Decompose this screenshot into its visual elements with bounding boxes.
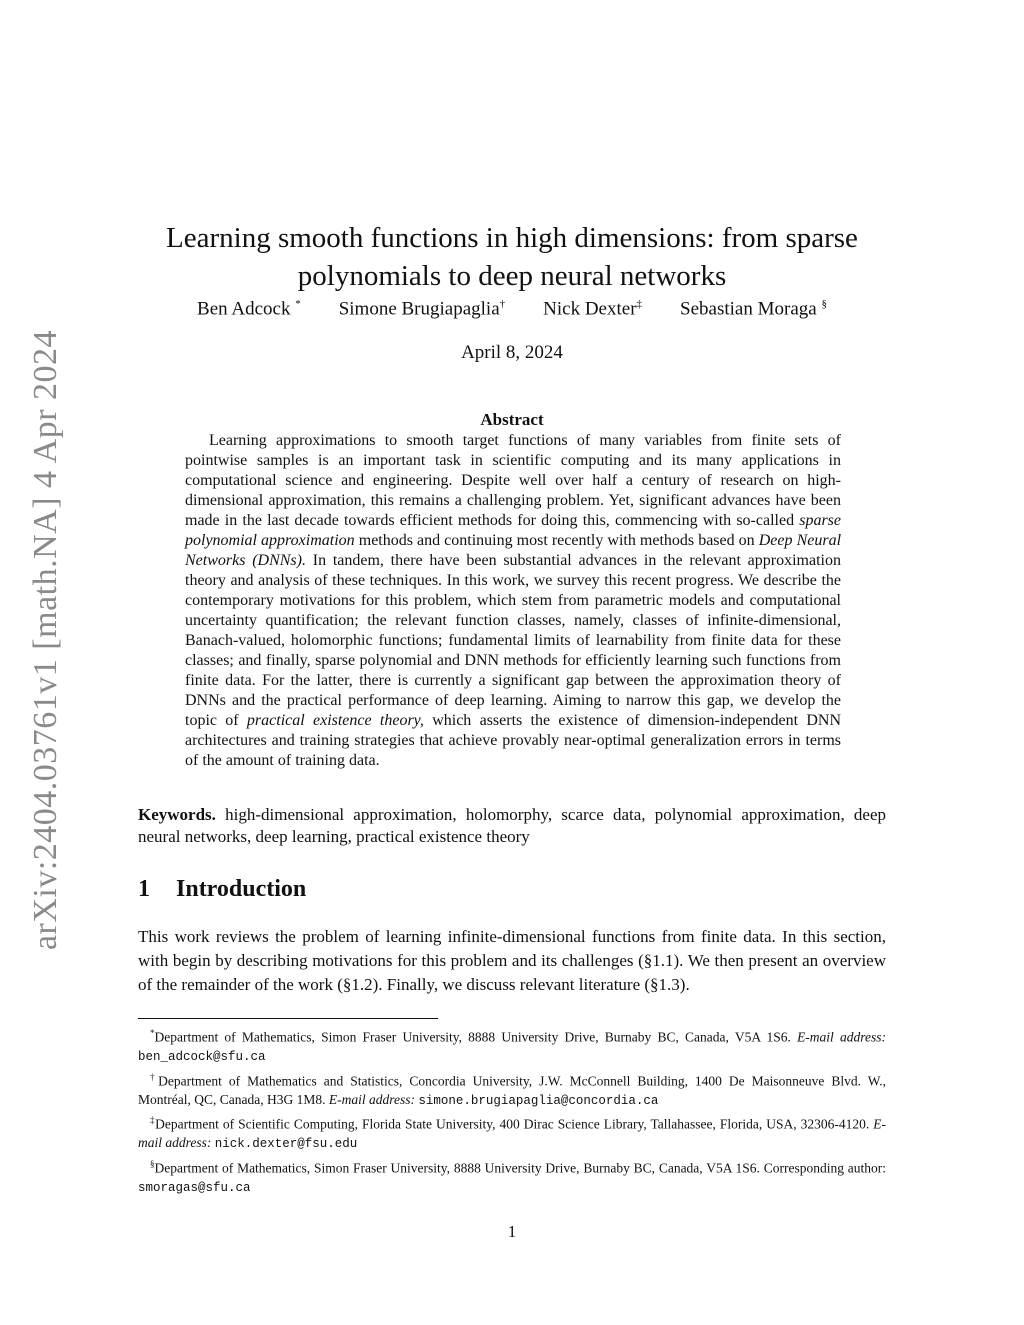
paper-title: Learning smooth functions in high dimensions: from sparse polynomials to deep neural networks bbox=[166, 222, 858, 293]
email-link[interactable]: smoragas@sfu.ca bbox=[138, 1180, 251, 1195]
author-list bbox=[140, 298, 884, 320]
paper-date: April 8, 2024 bbox=[461, 342, 563, 363]
footnote: ‡Department of Scientific Computing, Florida State University, 400 Dirac Science Library, Tallahassee, Florida, USA, 32306-4120. E-mail address: nick.dexter@fsu.edu bbox=[138, 1115, 887, 1151]
section-number: 1 bbox=[138, 876, 150, 902]
author: Nick Dexter‡ bbox=[543, 298, 643, 320]
keywords: Keywords. high-dimensional approximation, holomorphy, scarce data, polynomial approximation, deep neural networks, deep learning, practical existence theory bbox=[138, 805, 886, 846]
section-heading bbox=[138, 876, 306, 903]
abstract-text: Learning approximations to smooth target functions of many variables from finite sets of pointwise samples is an important task in scientific computing and its many applications in computational science and engineering. Despite well over half a century of research on high-dimensional approximation, this remains a challenging problem. Yet, significant advances have been made in the last decade towards efficient methods for doing this, commencing with so-called sparse polynomial approximation methods and continuing most recently with methods based on Deep Neural Networks (DNNs). In tandem, there have been substantial advances in the relevant approximation theory and analysis of these techniques. In this work, we survey this recent progress. We describe the contemporary motivations for this problem, which stem from parametric models and computational uncertainty quantification; the relevant function classes, namely, classes of infinite-dimensional, Banach-valued, holomorphic functions; fundamental limits of learnability from finite data for these classes; and finally, sparse polynomial and DNN methods for efficiently learning such functions from finite data. For the latter, there is currently a significant gap between the approximation theory of DNNs and the practical performance of deep learning. Aiming to narrow this gap, we develop the topic of practical existence theory, which asserts the existence of dimension-independent DNN architectures and training strategies that achieve provably near-optimal generalization errors in terms of the amount of training data. bbox=[185, 432, 842, 769]
email-link[interactable]: nick.dexter@fsu.edu bbox=[214, 1137, 358, 1151]
section-title: Introduction bbox=[176, 876, 307, 902]
footnotes bbox=[138, 1024, 886, 1198]
intro-paragraph: This work reviews the problem of learning infinite-dimensional functions from finite data. In this section, with begin by describing motivations for this problem and its challenges (§1.1). We then present an overview of the remainder of the work (§1.2). Finally, we discuss relevant literature (§1.3). bbox=[138, 927, 886, 994]
author: Simone Brugiapaglia† bbox=[338, 298, 506, 320]
footnote-rule bbox=[138, 1018, 438, 1019]
arxiv-stamp bbox=[22, 329, 70, 951]
author: Sebastian Moraga § bbox=[680, 298, 827, 320]
author: Ben Adcock * bbox=[197, 298, 301, 320]
email-link[interactable]: ben_adcock@sfu.ca bbox=[138, 1050, 266, 1064]
footnote: *Department of Mathematics, Simon Fraser University, 8888 University Drive, Burnaby BC, Canada, V5A 1S6. E-mail address: ben_adcock@sfu.ca bbox=[138, 1028, 886, 1064]
email-link[interactable]: simone.brugiapaglia@concordia.ca bbox=[418, 1093, 659, 1108]
footnote: †Department of Mathematics and Statistics, Concordia University, J.W. McConnell Building, 1400 De Maisonneuve Blvd. W., Montréal, QC, Canada, H3G 1M8. E-mail address: simone.brugiapaglia@concordia.ca bbox=[138, 1071, 887, 1108]
footnote: §Department of Mathematics, Simon Fraser University, 8888 University Drive, Burnaby BC, Canada, V5A 1S6. Corresponding author: smoragas@sfu.ca bbox=[138, 1158, 886, 1195]
page-number: 1 bbox=[507, 1222, 517, 1241]
abstract-heading: Abstract bbox=[480, 410, 544, 429]
arxiv-stamp-text: arXiv:2404.03761v1 [math.NA] 4 Apr 2024 bbox=[27, 329, 65, 951]
